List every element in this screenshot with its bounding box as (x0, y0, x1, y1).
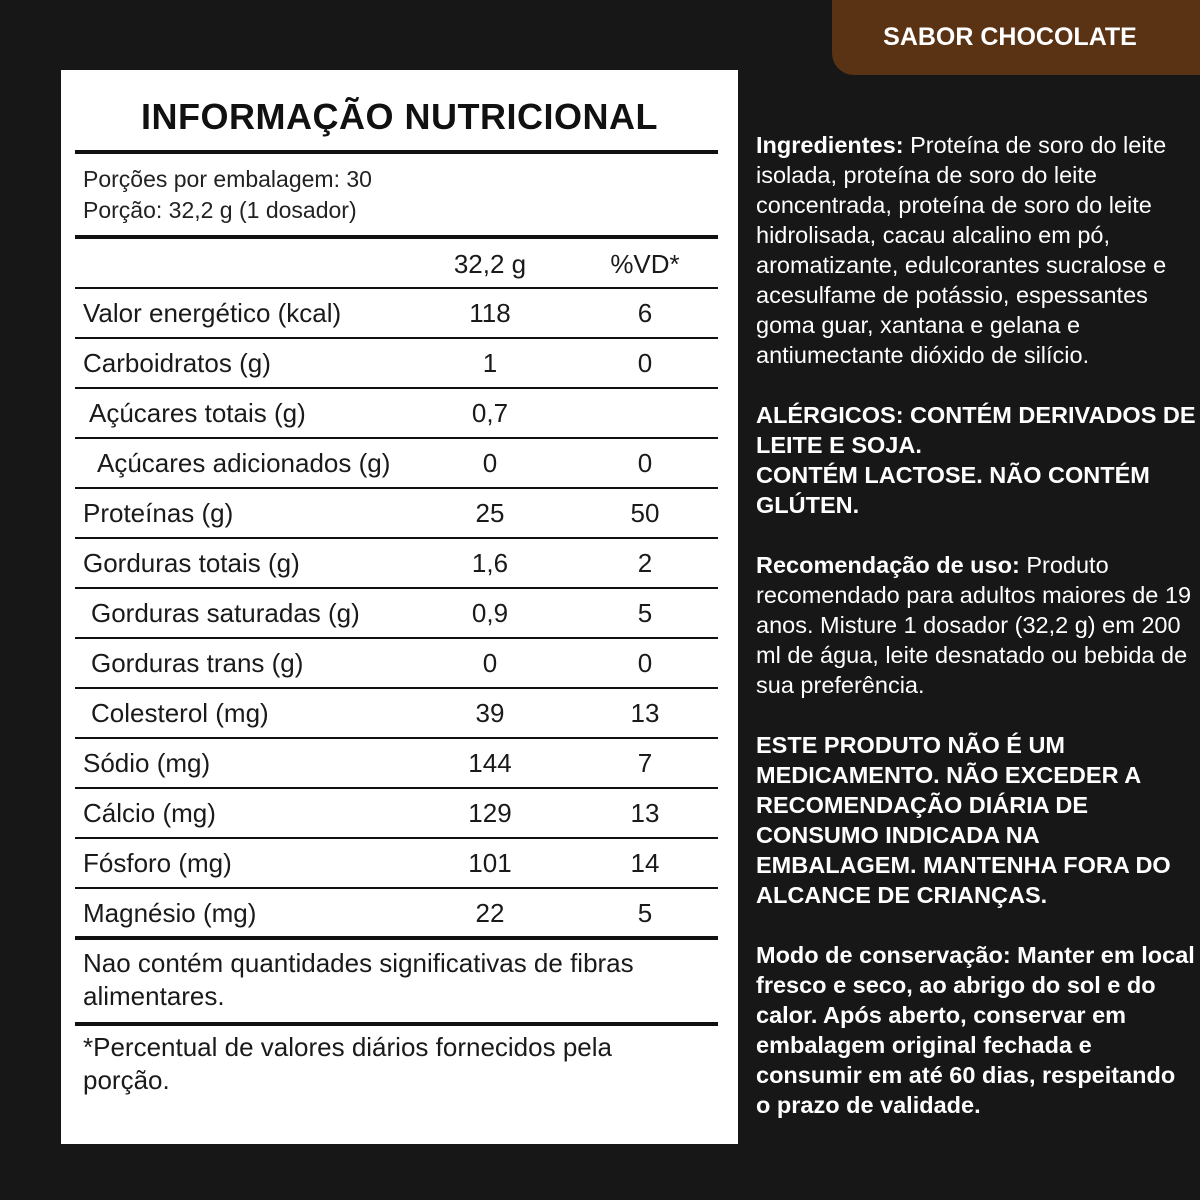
nutrient-quantity: 0,7 (471, 397, 509, 428)
nutrient-quantity: 0,9 (471, 597, 509, 628)
nutrient-daily-value: 50 (630, 497, 660, 528)
portions-per-package: Porções por embalagem: 30 (83, 166, 372, 192)
nutrient-name: Gorduras totais (g) (83, 547, 300, 578)
table-row (75, 589, 718, 637)
nutrient-name: Proteínas (g) (83, 497, 234, 528)
fiber-note: Nao contém quantidades significativas de fibras alimentares. (83, 948, 634, 1011)
table-row (75, 389, 718, 437)
table-row (75, 839, 718, 887)
portion-info (83, 164, 372, 226)
nutrient-quantity: 22 (475, 897, 505, 928)
table-row (75, 689, 718, 737)
nutrient-daily-value: 7 (637, 747, 653, 778)
header-qty: 32,2 g (453, 248, 527, 279)
table-row (75, 339, 718, 387)
nutrient-quantity: 25 (475, 497, 505, 528)
product-info-column (756, 130, 1196, 1150)
flavor-badge: SABOR CHOCOLATE (832, 0, 1200, 75)
nutrient-daily-value: 13 (630, 697, 660, 728)
table-row (75, 789, 718, 837)
nutrient-daily-value: 0 (637, 647, 653, 678)
nutrient-daily-value: 6 (637, 297, 653, 328)
nutrient-quantity: 1 (482, 347, 498, 378)
nutrient-quantity: 1,6 (471, 547, 509, 578)
nutrient-quantity: 39 (475, 697, 505, 728)
nutrient-daily-value: 0 (637, 447, 653, 478)
table-row (75, 439, 718, 487)
nutrition-title: INFORMAÇÃO NUTRICIONAL (141, 96, 658, 137)
nutrient-name: Fósforo (mg) (83, 847, 232, 878)
usage-text: Produto recomendado para adultos maiores de 19 anos. Misture 1 dosador (32,2 g) em 200 ml de água, leite desnatado ou bebida de sua preferência. (756, 552, 1192, 698)
nutrient-name: Carboidratos (g) (83, 347, 271, 378)
header-vd: %VD* (610, 248, 680, 279)
divider (75, 936, 718, 940)
nutrient-name: Magnésio (mg) (83, 897, 257, 928)
nutrient-quantity: 118 (469, 297, 511, 328)
nutrient-quantity: 101 (468, 847, 512, 878)
nutrient-daily-value: 5 (637, 897, 653, 928)
table-row (75, 889, 718, 937)
footnote: *Percentual de valores diários fornecidos pela porção. (83, 1032, 612, 1095)
nutrient-name: Açúcares adicionados (g) (97, 447, 391, 478)
portion-size: Porção: 32,2 g (1 dosador) (83, 197, 357, 223)
nutrient-name: Açúcares totais (g) (89, 397, 306, 428)
divider (75, 235, 718, 239)
divider (75, 1022, 718, 1026)
table-row (75, 739, 718, 787)
allergens-line-1: ALÉRGICOS: CONTÉM DERIVADOS DE LEITE E SOJA. (756, 402, 1196, 458)
nutrient-name: Valor energético (kcal) (83, 297, 342, 328)
nutrient-name: Colesterol (mg) (91, 697, 269, 728)
ingredients-label: Ingredientes: (756, 132, 904, 158)
nutrient-daily-value: 14 (630, 847, 660, 878)
nutrient-name: Gorduras trans (g) (91, 647, 304, 678)
divider (75, 150, 718, 154)
nutrient-daily-value: 2 (637, 547, 653, 578)
nutrient-daily-value: 5 (637, 597, 653, 628)
nutrient-quantity: 0 (482, 647, 498, 678)
table-row (75, 489, 718, 537)
allergens (756, 400, 1196, 520)
storage-instructions: Modo de conservação: Manter em local fresco e seco, ao abrigo do sol e do calor. Após aberto, conservar em embalagem original fechada e consumir em até 60 dias, respeitando o prazo de validade. (756, 942, 1195, 1118)
ingredients-text: Proteína de soro do leite isolada, proteína de soro do leite concentrada, proteína de soro do leite hidrolisada, cacau alcalino em pó, aromatizante, edulcorantes sucralose e acesulfame de potássio, espessantes goma guar, xantana e gelana e antiumectante dióxido de silício. (756, 132, 1167, 368)
usage-label: Recomendação de uso: (756, 552, 1020, 578)
nutrient-name: Sódio (mg) (83, 747, 211, 778)
nutrient-quantity: 129 (468, 797, 512, 828)
medical-warning: ESTE PRODUTO NÃO É UM MEDICAMENTO. NÃO EXCEDER A RECOMENDAÇÃO DIÁRIA DE CONSUMO INDICADA NA EMBALAGEM. MANTENHA FORA DO ALCANCE DE CRIANÇAS. (756, 732, 1171, 908)
table-header (75, 240, 718, 288)
nutrient-name: Cálcio (mg) (83, 797, 216, 828)
allergens-line-2: CONTÉM LACTOSE. NÃO CONTÉM GLÚTEN. (756, 462, 1150, 518)
nutrient-daily-value (575, 389, 715, 437)
nutrient-daily-value: 13 (630, 797, 660, 828)
usage-recommendation (756, 550, 1196, 700)
table-row (75, 639, 718, 687)
nutrition-facts-panel (61, 70, 738, 1144)
ingredients (756, 130, 1196, 370)
table-row (75, 289, 718, 337)
table-row (75, 539, 718, 587)
nutrient-daily-value: 0 (637, 347, 653, 378)
nutrient-name: Gorduras saturadas (g) (91, 597, 360, 628)
nutrient-quantity: 144 (468, 747, 512, 778)
nutrient-quantity: 0 (482, 447, 498, 478)
